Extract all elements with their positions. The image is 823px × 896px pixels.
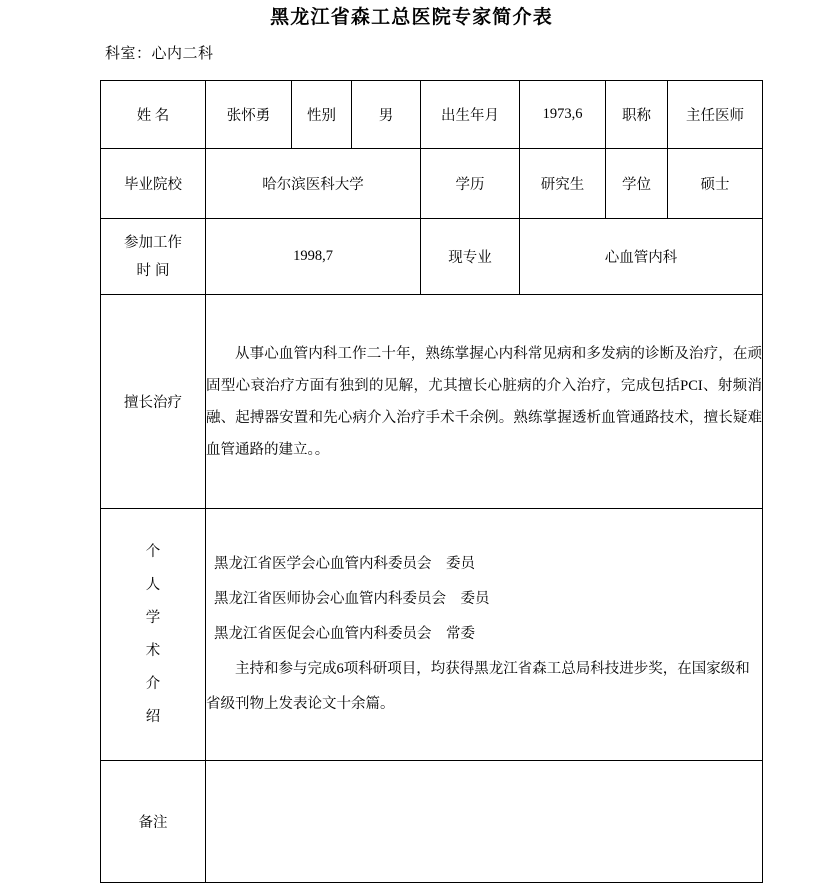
table-row [101, 219, 763, 295]
job-title-value: 主任医师 [668, 81, 763, 149]
gender-value: 男 [352, 81, 421, 149]
table-row [101, 295, 763, 509]
work-start-label-line1: 参加工作 [124, 234, 182, 251]
name-label: 姓 名 [101, 81, 206, 149]
education-value: 研究生 [520, 149, 606, 219]
expertise-paragraph: 从事心血管内科工作二十年，熟练掌握心内科常见病和多发病的诊断及治疗，在顽固型心衰治疗方面有独到的见解，尤其擅长心脏病的介入治疗，完成包括PCI、射频消融、起搏器安置和先心病介入治疗手术千余例。熟练掌握透析血管通路技术，擅长疑难血管通路的建立。。 [206, 345, 762, 458]
academic-intro-content [206, 509, 763, 761]
current-specialty-value: 心血管内科 [520, 219, 763, 295]
graduate-school-value: 哈尔滨医科大学 [206, 149, 421, 219]
academic-intro-label-char-4: 术 [145, 642, 161, 659]
work-start-label [101, 219, 206, 295]
name-value: 张怀勇 [206, 81, 292, 149]
academic-intro-label-char-6: 绍 [145, 708, 161, 725]
table-row [101, 509, 763, 761]
membership-line: 黑龙江省医学会心血管内科委员会 委员 [214, 556, 475, 572]
degree-value: 硕士 [668, 149, 763, 219]
academic-intro-label-char-5: 介 [145, 675, 161, 692]
expertise-content [206, 295, 763, 509]
birth-date-label: 出生年月 [421, 81, 520, 149]
expert-profile-table [100, 80, 763, 883]
job-title-label: 职称 [606, 81, 668, 149]
table-row [101, 761, 763, 883]
department-line: 科室：心内二科 [105, 46, 214, 62]
current-specialty-label: 现专业 [421, 219, 520, 295]
education-label: 学历 [421, 149, 520, 219]
academic-intro-label [101, 509, 206, 761]
remarks-label: 备注 [101, 761, 206, 883]
membership-line: 黑龙江省医师协会心血管内科委员会 委员 [214, 591, 490, 607]
degree-label: 学位 [606, 149, 668, 219]
gender-label: 性别 [292, 81, 352, 149]
membership-line: 黑龙江省医促会心血管内科委员会 常委 [214, 626, 475, 642]
birth-date-value: 1973,6 [520, 81, 606, 149]
academic-intro-label-char-1: 个 [145, 543, 161, 560]
academic-research-paragraph: 主持和参与完成6项科研项目，均获得黑龙江省森工总局科技进步奖，在国家级和省级刊物上发表论文十余篇。 [206, 661, 750, 712]
table-row [101, 149, 763, 219]
work-start-label-line2: 时间 [136, 262, 174, 279]
table-row [101, 81, 763, 149]
graduate-school-label: 毕业院校 [101, 149, 206, 219]
academic-intro-label-char-3: 学 [145, 609, 161, 626]
academic-memberships [206, 547, 762, 652]
work-start-value: 1998,7 [206, 219, 421, 295]
academic-intro-label-char-2: 人 [145, 576, 161, 593]
expertise-label: 擅长治疗 [101, 295, 206, 509]
remarks-value [206, 761, 763, 883]
page-title: 黑龙江省森工总医院专家简介表 [270, 7, 553, 28]
